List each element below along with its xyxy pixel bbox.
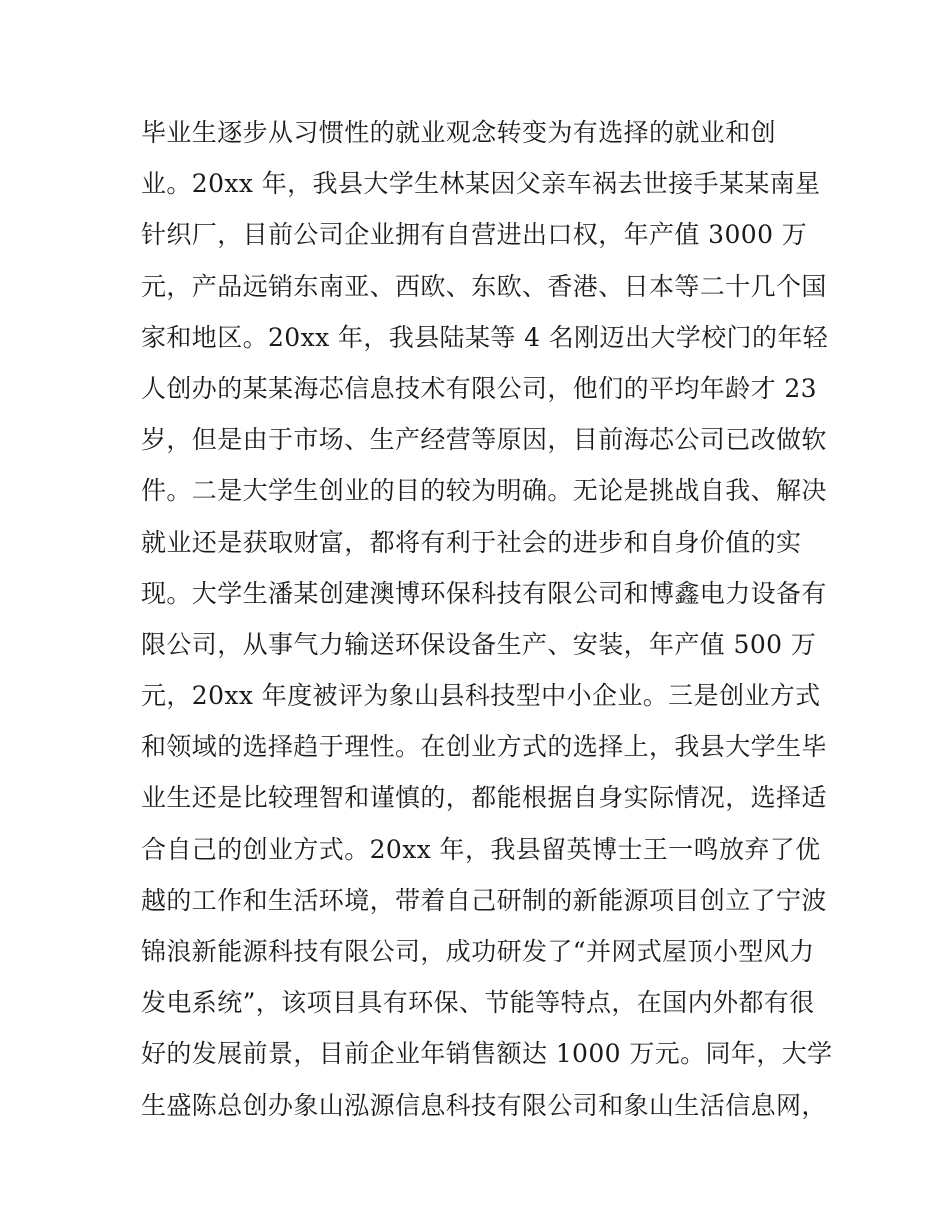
text-line-13: 和领域的选择趋于理性。在创业方式的选择上，我县大学生毕 bbox=[141, 732, 827, 762]
text-line-11: 限公司，从事气力输送环保设备生产、安装，年产值 500 万 bbox=[141, 629, 817, 659]
text-line-6: 人创办的某某海芯信息技术有限公司，他们的平均年龄才 23 bbox=[141, 373, 817, 403]
text-line-15: 合自己的创业方式。20xx 年，我县留英博士王一鸣放弃了优 bbox=[141, 834, 821, 864]
text-line-16: 越的工作和生活环境，带着自己研制的新能源项目创立了宁波 bbox=[141, 885, 827, 915]
text-line-3: 针织厂，目前公司企业拥有自营进出口权，年产值 3000 万 bbox=[141, 220, 808, 250]
body-paragraph bbox=[141, 107, 833, 1131]
text-line-18: 发电系统”，该项目具有环保、节能等特点，在国内外都有很 bbox=[141, 988, 815, 1018]
text-line-17: 锦浪新能源科技有限公司，成功研发了“并网式屋顶小型风力 bbox=[141, 937, 815, 966]
text-line-14: 业生还是比较理智和谨慎的，都能根据自身实际情况，选择适 bbox=[141, 783, 827, 813]
text-line-12: 元，20xx 年度被评为象山县科技型中小企业。三是创业方式 bbox=[141, 681, 821, 711]
text-line-5: 家和地区。20xx 年，我县陆某等 4 名刚迈出大学校门的年轻 bbox=[141, 322, 829, 352]
text-line-10: 现。大学生潘某创建澳博环保科技有限公司和博鑫电力设备有 bbox=[141, 578, 827, 608]
text-line-8: 件。二是大学生创业的目的较为明确。无论是挑战自我、解决 bbox=[141, 476, 827, 506]
text-line-9: 就业还是获取财富，都将有利于社会的进步和自身价值的实 bbox=[141, 527, 802, 557]
text-line-1: 毕业生逐步从习惯性的就业观念转变为有选择的就业和创 bbox=[141, 118, 777, 147]
text-line-20: 生盛陈总创办象山泓源信息科技有限公司和象山生活信息网， bbox=[141, 1090, 827, 1120]
text-line-19: 好的发展前景，目前企业年销售额达 1000 万元。同年，大学 bbox=[141, 1039, 833, 1069]
text-line-4: 元，产品远销东南亚、西欧、东欧、香港、日本等二十几个国 bbox=[141, 271, 827, 301]
text-line-2: 业。20xx 年，我县大学生林某因父亲车祸去世接手某某南星 bbox=[141, 169, 821, 199]
text-line-7: 岁，但是由于市场、生产经营等原因，目前海芯公司已改做软 bbox=[141, 425, 827, 455]
